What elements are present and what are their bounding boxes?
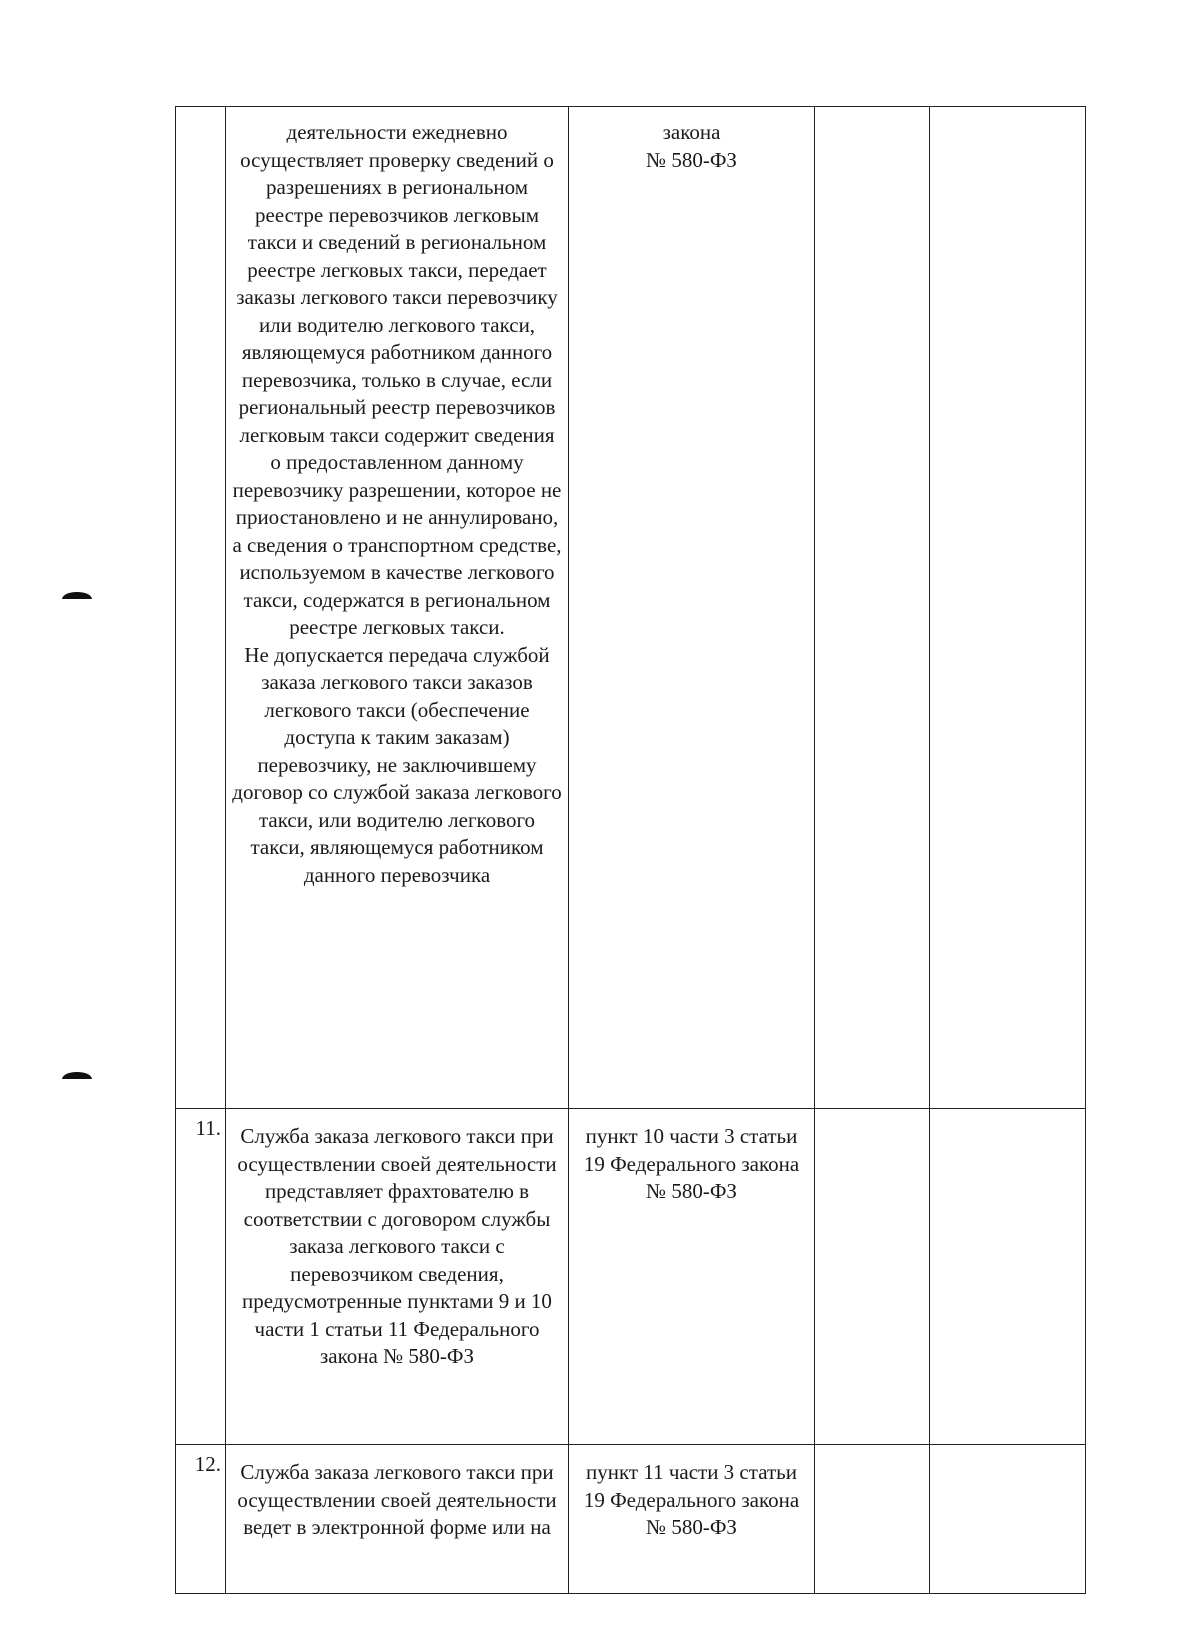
empty-cell	[815, 1445, 930, 1594]
empty-cell	[815, 1109, 930, 1445]
empty-cell	[930, 107, 1086, 1109]
requirement-cell	[226, 1109, 569, 1445]
punch-hole-mark	[62, 592, 92, 606]
row-number	[176, 107, 226, 1109]
requirement-text: деятельности ежедневно осуществляет проверку сведений о разрешениях в региональном реестре перевозчиков легковым такси и сведений в региональном реестре легковых такси, передает заказы легкового такси перевозчику или водителю легкового такси, являющемуся работником данного перевозчика, только в случае, если региональный реестр перевозчиков легковым такси содержит сведения о предоставленном данному перевозчику разрешении, которое не приостановлено и не аннулировано, а сведения о транспортном средстве, используемом в качестве легкового такси, содержатся в региональном реестре легковых такси. Не допускается передача службой заказа легкового такси заказов легкового такси (обеспечение доступа к таким заказам) перевозчику, не заключившему договор со службой заказа легкового такси, или водителю легкового такси, являющемуся работником данного перевозчика	[232, 120, 562, 887]
requirement-cell	[226, 107, 569, 1109]
row-number: 11.	[176, 1109, 226, 1445]
table-row	[176, 1445, 1086, 1594]
legal-basis-text: закона № 580-ФЗ	[646, 120, 737, 172]
requirement-text: Служба заказа легкового такси при осуществлении своей деятельности ведет в электронной форме или на	[237, 1460, 557, 1539]
legal-basis-cell	[569, 1445, 815, 1594]
legal-basis-cell	[569, 107, 815, 1109]
legal-basis-cell	[569, 1109, 815, 1445]
table-row	[176, 1109, 1086, 1445]
empty-cell	[930, 1109, 1086, 1445]
empty-cell	[815, 107, 930, 1109]
legal-basis-text: пункт 11 части 3 статьи 19 Федерального закона № 580-ФЗ	[583, 1460, 800, 1539]
table-row	[176, 107, 1086, 1109]
requirement-text: Служба заказа легкового такси при осуществлении своей деятельности представляет фрахтователю в соответствии с договором службы заказа легкового такси с перевозчиком сведения, предусмотренные пунктами 9 и 10 части 1 статьи 11 Федерального закона № 580-ФЗ	[237, 1124, 557, 1368]
legal-basis-text: пункт 10 части 3 статьи 19 Федерального закона № 580-ФЗ	[583, 1124, 800, 1203]
requirement-cell	[226, 1445, 569, 1594]
checklist-table	[175, 106, 1086, 1594]
empty-cell	[930, 1445, 1086, 1594]
row-number: 12.	[176, 1445, 226, 1594]
punch-hole-mark	[62, 1072, 92, 1086]
